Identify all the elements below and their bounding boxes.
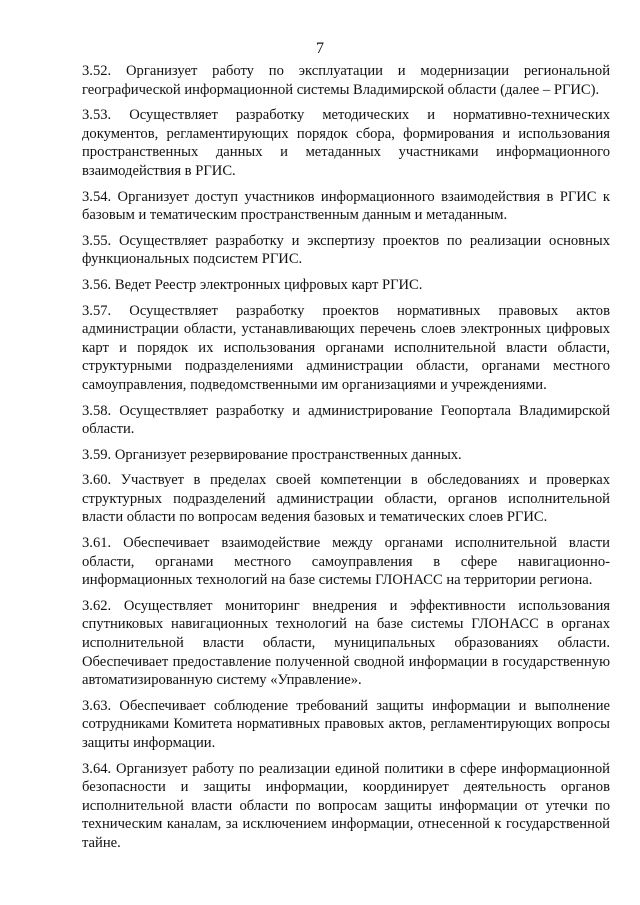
paragraph-3-63: 3.63. Обеспечивает соблюдение требований защиты информации и выполнение сотрудниками Комитета нормативных правовых актов, регламентирующих вопросы защиты информации. [82,697,610,751]
paragraph-3-58: 3.58. Осуществляет разработку и администрирование Геопортала Владимирской области. [82,402,610,438]
paragraph-3-52: 3.52. Организует работу по эксплуатации и модернизации региональной географической информационной системы Владимирской области (далее – РГИС). [82,63,610,98]
paragraph-3-59: 3.59. Организует резервирование пространственных данных. [82,446,462,463]
paragraph-3-54: 3.54. Организует доступ участников информационного взаимодействия в РГИС к базовым и тематическим пространственным данным и метаданным. [82,188,610,224]
page-number: 7 [316,40,324,57]
paragraph-3-55: 3.55. Осуществляет разработку и экспертизу проектов по реализации основных функциональных подсистем РГИС. [82,232,610,268]
paragraph-3-60: 3.60. Участвует в пределах своей компетенции в обследованиях и проверках структурных подразделений администрации области, органов исполнительной власти области по вопросам ведения базовых и тематических слоев РГИС. [82,472,610,526]
paragraph-3-62: 3.62. Осуществляет мониторинг внедрения и эффективности использования спутниковых навигационных технологий на базе системы ГЛОНАСС в органах исполнительной власти области, муниципальных образованиях области. Обеспечивает предоставление полученной сводной информации в государственную автоматизированную систему «Управление». [82,597,610,689]
paragraph-3-53: 3.53. Осуществляет разработку методических и нормативно-технических документов, регламентирующих порядок сбора, формирования и использования пространственных данных и метаданных участниками информационного взаимодействия в РГИС. [82,107,610,179]
document-body [82,62,610,860]
paragraph-3-64: 3.64. Организует работу по реализации единой политики в сфере информационной безопасности и защиты информации, координирует деятельность органов исполнительной власти области по вопросам защиты информации от утечки по техническим каналам, за исключением информации, отнесенной к государственной тайне. [82,760,610,851]
paragraph-3-61: 3.61. Обеспечивает взаимодействие между органами исполнительной власти области, органами местного самоуправления в сфере навигационно-информационных технологий на базе системы ГЛОНАСС на территории региона. [82,535,610,589]
paragraph-3-56: 3.56. Ведет Реестр электронных цифровых карт РГИС. [82,276,423,293]
paragraph-3-57: 3.57. Осуществляет разработку проектов нормативных правовых актов администрации области, устанавливающих перечень слоев электронных цифровых карт и порядок их использования органами исполнительной власти области, структурными подразделениями администрации области, органами местного самоуправления, подведомственными им организациями и учреждениями. [82,302,610,393]
